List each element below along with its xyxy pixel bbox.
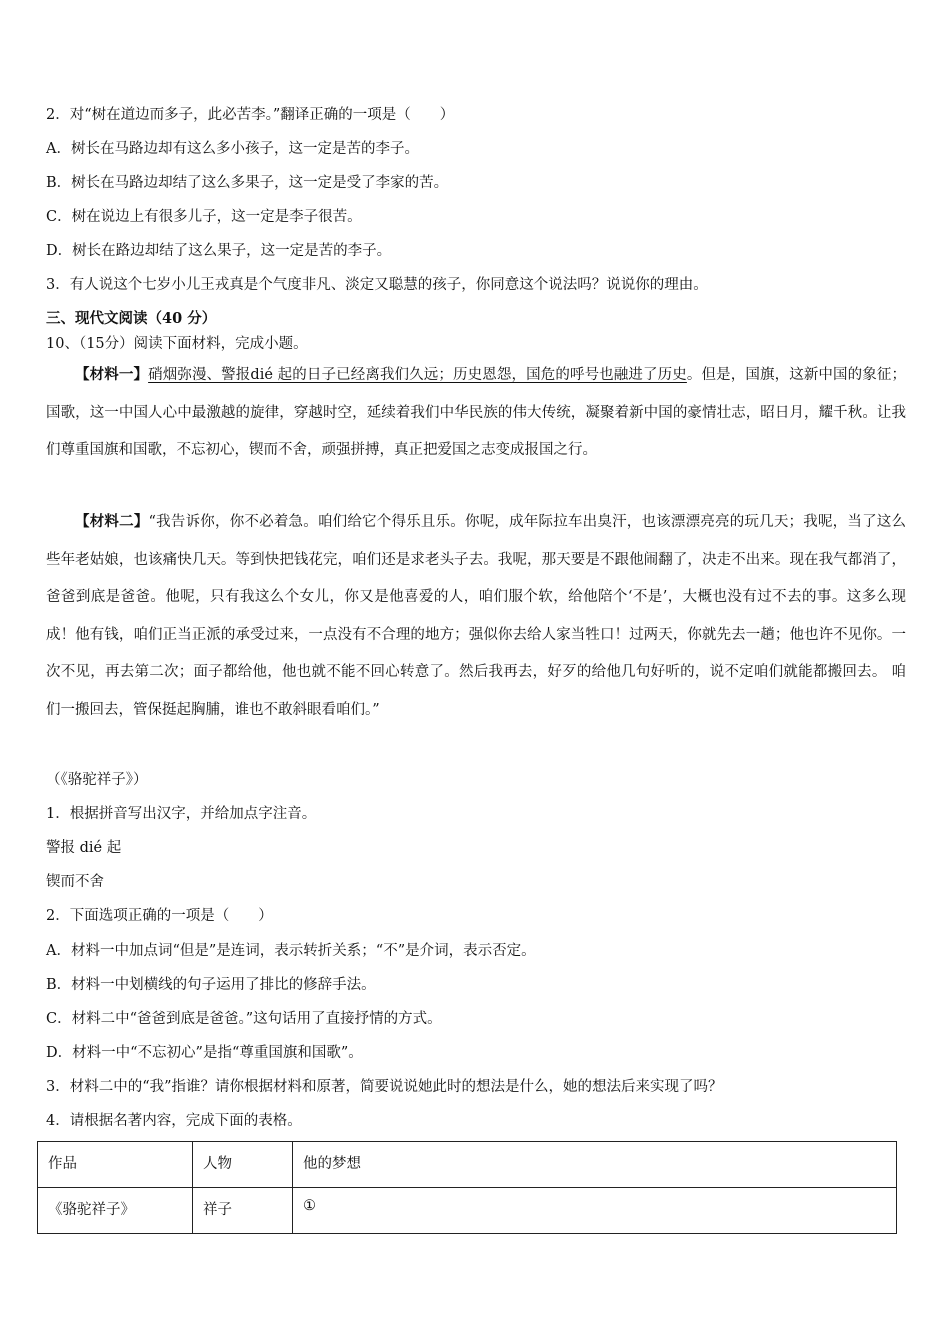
material-one-label: 【材料一】 xyxy=(75,366,149,383)
question-3: 3．材料二中的“我”指谁？请你根据材料和原著，简要说说她此时的想法是什么，她的想法后来实现了吗？ xyxy=(46,1079,723,1095)
question-1-item-2: 锲而不舍 xyxy=(46,874,104,890)
material-two-label: 【材料二】 xyxy=(75,513,149,530)
table-cell: 《骆驼祥子》 xyxy=(38,1188,193,1234)
table-header-cell: 人物 xyxy=(193,1142,293,1188)
table-cell: ① xyxy=(293,1188,897,1234)
table-header-cell: 他的梦想 xyxy=(293,1142,897,1188)
question-2-option-c: C．材料二中“爸爸到底是爸爸。”这句话用了直接抒情的方式。 xyxy=(46,1011,442,1027)
question-2-option-b: B．材料一中划横线的句子运用了排比的修辞手法。 xyxy=(46,977,376,993)
q2a-option-a: A．树长在马路边却有这么多小孩子，这一定是苦的李子。 xyxy=(46,141,419,157)
table-header-cell: 作品 xyxy=(38,1142,193,1188)
material-one-underlined: 硝烟弥漫、警报dié 起的日子已经离我们久远；历史恩怨，国危的呼号也融进了历史 xyxy=(148,367,687,383)
q2a-option-c: C．树在说边上有很多儿子，这一定是李子很苦。 xyxy=(46,209,362,225)
material-two-text: “我告诉你，你不必着急。咱们给它个得乐且乐。你呢，成年际拉车出臭汗，也该漂漂亮亮的玩几天；我呢，当了这么些年老姑娘，也该痛快几天。等到快把钱花完，咱们还是求老头子去。我呢，那天要是不跟他闹翻了，决走不出来。现在我气都消了，爸爸到底是爸爸。他呢，只有我这么个女儿，你又是他喜爱的人，咱们服个软，给他陪个‘不是’，大概也没有过不去的事。这多么现成！他有钱，咱们正当正派的承受过来，一点没有不合理的地方；强似你去给人家当牲口！过两天，你就先去一趟；他也许不见你。一次不见，再去第二次；面子都给他，他也就不能不回心转意了。然后我再去，好歹的给他几句好听的，说不定咱们就能都搬回去。 咱们一搬回去，管保挺起胸脯，谁也不敢斜眼看咱们。” xyxy=(46,514,906,718)
table-cell: 祥子 xyxy=(193,1188,293,1234)
question-1: 1．根据拼音写出汉字，并给加点字注音。 xyxy=(46,806,317,822)
question-2-option-a: A．材料一中加点词“但是”是连词，表示转折关系；“不”是介词，表示否定。 xyxy=(46,943,536,959)
question-1-item-1: 警报 dié 起 xyxy=(46,840,122,856)
q2a-question: 2．对“树在道边而多子，此必苦李。”翻译正确的一项是（ ） xyxy=(46,107,455,123)
material-one xyxy=(46,356,906,470)
material-two-source: （《骆驼祥子》） xyxy=(46,772,148,788)
material-two xyxy=(46,503,906,729)
section-intro: 10、（15分）阅读下面材料，完成小题。 xyxy=(46,336,308,352)
q2a-option-b: B．树长在马路边却结了这么多果子，这一定是受了李家的苦。 xyxy=(46,175,449,191)
table-row xyxy=(38,1188,897,1234)
question-2-option-d: D．材料一中“不忘初心”是指“尊重国旗和国歌”。 xyxy=(46,1045,363,1061)
question-4: 4．请根据名著内容，完成下面的表格。 xyxy=(46,1113,302,1129)
section-title: 三、现代文阅读（40 分） xyxy=(46,310,217,327)
question-2: 2．下面选项正确的一项是（ ） xyxy=(46,908,273,924)
q3a-question: 3．有人说这个七岁小儿王戎真是个气度非凡、淡定又聪慧的孩子，你同意这个说法吗？说说你的理由。 xyxy=(46,277,708,293)
material-one-text: 。但是，国旗，这新中国的象征；国歌，这一中国人心中最激越的旋律，穿越时空，延续着我们中华民族的伟大传统，凝聚着新中国的豪情壮志，昭日月，耀千秋。让我们尊重国旗和国歌，不忘初心，锲而不舍，顽强拼搏，真正把爱国之志变成报国之行。 xyxy=(46,367,907,458)
q2a-option-d: D．树长在路边却结了这么果子，这一定是苦的李子。 xyxy=(46,243,392,259)
table-header-row xyxy=(38,1142,897,1188)
dream-table xyxy=(37,1141,897,1234)
